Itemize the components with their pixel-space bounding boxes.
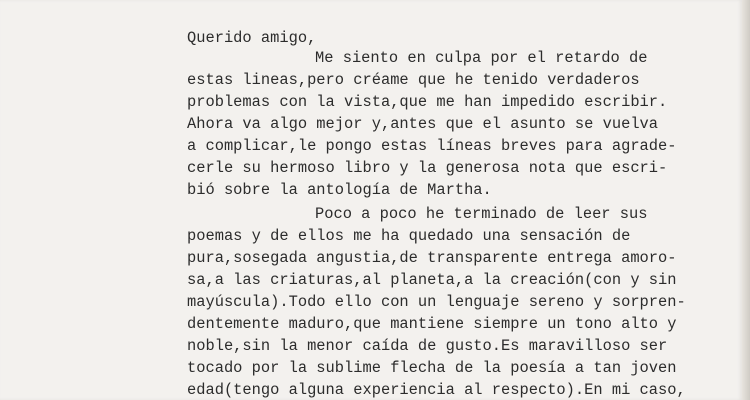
letter-line: bió sobre la antología de Martha. <box>187 181 492 199</box>
letter-line: a complicar,le pongo estas líneas breves para agrade- <box>187 137 677 155</box>
letter-line: pura,sosegada angustia,de transparente entrega amoro- <box>187 249 677 267</box>
letter-line: Poco a poco he terminado de leer sus <box>315 205 648 223</box>
letter-line: noble,sin la menor caída de gusto.Es maravilloso ser <box>187 337 668 355</box>
letter-salutation: Querido amigo, <box>187 29 317 47</box>
page-edge <box>742 0 750 400</box>
letter-line: edad(tengo alguna experiencia al respecto).En mi caso, <box>187 381 686 399</box>
letter-line: estas lineas,pero créame que he tenido verdaderos <box>187 71 640 89</box>
letter-line: cerle su hermoso libro y la generosa nota que escri- <box>187 159 668 177</box>
letter-line: Me siento en culpa por el retardo de <box>315 49 648 67</box>
letter-line: mayúscula).Todo ello con un lenguaje sereno y sorpren- <box>187 293 686 311</box>
letter-line: dentemente maduro,que mantiene siempre un tono alto y <box>187 315 677 333</box>
letter-line: sa,a las criaturas,al planeta,a la creación(con y sin <box>187 271 677 289</box>
letter-line: tocado por la sublime flecha de la poesía a tan joven <box>187 359 677 377</box>
letter-line: poemas y de ellos me ha quedado una sensación de <box>187 227 631 245</box>
letter-line: problemas con la vista,que me han impedido escribir. <box>187 93 668 111</box>
letter-line: Ahora va algo mejor y,antes que el asunto se vuelva <box>187 115 659 133</box>
